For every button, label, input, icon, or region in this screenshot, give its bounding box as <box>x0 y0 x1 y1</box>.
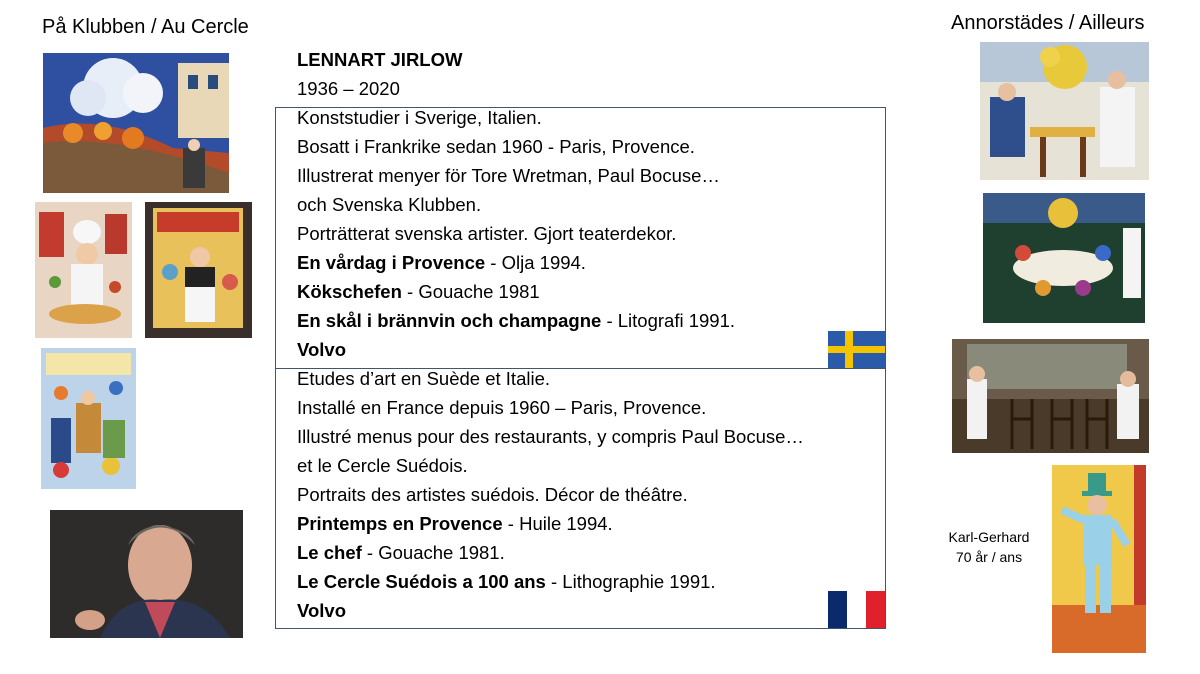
artist-years: 1936 – 2020 <box>297 78 400 99</box>
work-title: Volvo <box>297 339 346 360</box>
painting-toast <box>145 202 252 338</box>
swedish-flag-icon <box>828 331 885 368</box>
painting-cafe <box>952 339 1149 453</box>
painting-volvo <box>41 348 136 489</box>
french-line: Illustré menus pour des restaurants, y compris Paul Bocuse… <box>297 426 804 447</box>
painting-dinner-party <box>983 193 1145 323</box>
french-line: Etudes d’art en Suède et Italie. <box>297 368 551 389</box>
swedish-line: Konststudier i Sverige, Italien. <box>297 107 542 128</box>
work-title: En skål i brännvin och champagne <box>297 310 602 331</box>
painting-karl-gerhard <box>1052 465 1146 653</box>
swedish-line: Illustrerat menyer för Tore Wretman, Paul Bocuse… <box>297 165 720 186</box>
painting-restaurant <box>980 42 1149 180</box>
swedish-work <box>297 248 735 277</box>
work-title: Le Cercle Suédois a 100 ans <box>297 571 546 592</box>
karl-gerhard-caption <box>937 527 1041 567</box>
work-title: Le chef <box>297 542 362 563</box>
french-flag-icon <box>828 591 885 628</box>
french-text <box>297 364 804 625</box>
french-work <box>297 509 804 538</box>
work-title: Printemps en Provence <box>297 513 503 534</box>
painting-chef <box>35 202 132 338</box>
work-detail: - Olja 1994. <box>485 252 586 273</box>
swedish-line: Bosatt i Frankrike sedan 1960 - Paris, Provence. <box>297 136 695 157</box>
caption-line: Karl-Gerhard <box>948 529 1030 545</box>
work-title: Volvo <box>297 600 346 621</box>
swedish-work <box>297 306 735 335</box>
work-detail: - Litografi 1991. <box>601 310 736 331</box>
work-title: Kökschefen <box>297 281 402 302</box>
work-detail: - Huile 1994. <box>502 513 613 534</box>
french-line: Installé en France depuis 1960 – Paris, Provence. <box>297 397 707 418</box>
left-heading: På Klubben / Au Cercle <box>42 16 249 38</box>
work-detail: - Lithographie 1991. <box>545 571 716 592</box>
french-work <box>297 567 804 596</box>
swedish-text <box>297 103 735 364</box>
work-detail: - Gouache 1981. <box>361 542 505 563</box>
french-work <box>297 538 804 567</box>
french-work <box>297 596 804 625</box>
work-title: En vårdag i Provence <box>297 252 486 273</box>
swedish-work <box>297 335 735 364</box>
swedish-line: Porträtterat svenska artister. Gjort teaterdekor. <box>297 223 677 244</box>
french-line: Portraits des artistes suédois. Décor de théâtre. <box>297 484 688 505</box>
swedish-work <box>297 277 735 306</box>
artist-portrait-photo <box>50 510 243 638</box>
work-detail: - Gouache 1981 <box>401 281 540 302</box>
right-heading: Annorstädes / Ailleurs <box>951 12 1145 34</box>
artist-name: LENNART JIRLOW <box>297 49 463 70</box>
french-line: et le Cercle Suédois. <box>297 455 468 476</box>
swedish-line: och Svenska Klubben. <box>297 194 482 215</box>
painting-provence-spring <box>43 53 229 193</box>
caption-line: 70 år / ans <box>955 549 1023 565</box>
